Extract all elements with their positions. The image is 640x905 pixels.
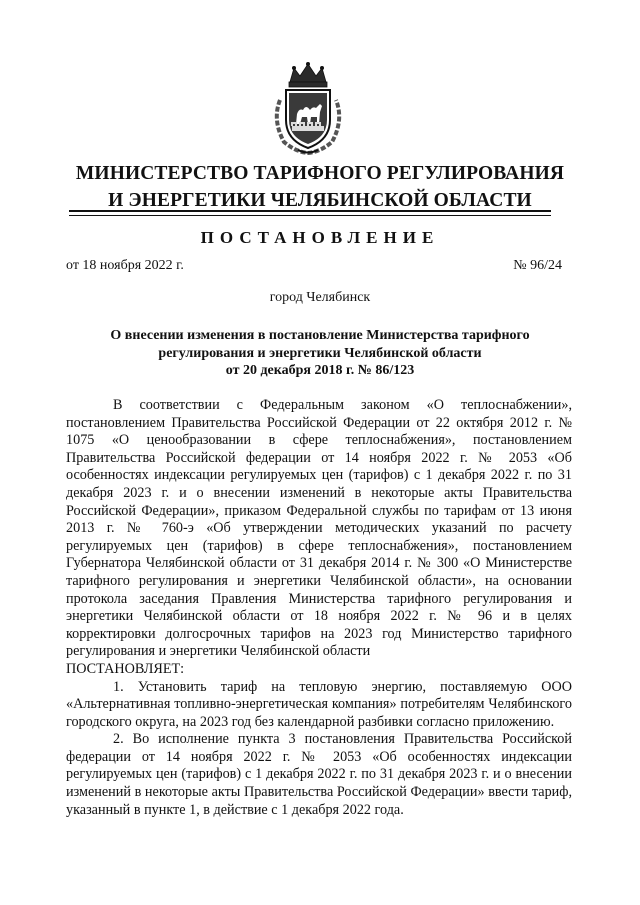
chelyabinsk-coat-of-arms-icon xyxy=(266,60,350,156)
ministry-name xyxy=(40,160,600,214)
document-number: № 96/24 xyxy=(513,258,562,273)
header-divider-thin xyxy=(69,215,551,216)
document-body xyxy=(66,397,572,819)
document-date: от 18 ноября 2022 г. xyxy=(66,258,184,273)
subject-line-1: О внесении изменения в постановление Министерства тарифного xyxy=(110,328,530,343)
header-divider-thick xyxy=(69,210,551,212)
subject-line-2: регулирования и энергетики Челябинской области xyxy=(158,345,482,361)
document-type: ПОСТАНОВЛЕНИЕ xyxy=(200,228,440,247)
document-subject xyxy=(80,327,560,380)
clause-2: 2. Во исполнение пункта 3 постановления Правительства Российской федерации от 14 ноября 2022 г. № 2053 «Об особенностях индексации регулируемых цен (тарифов) с 1 декабря 2022 г. по 31 декабря 2023 г. и о внесении изменений в некоторые акты Правительства Российской Федерации» ввести тариф, указанный в пункте 1, в действие с 1 декабря 2022 года. xyxy=(66,731,572,818)
clause-1: 1. Установить тариф на тепловую энергию, поставляемую ООО «Альтернативная топливно-энергетическая компания» потребителям Челябинского городского округа, на 2023 год без календарной разбивки согласно приложению. xyxy=(66,678,572,730)
preamble-paragraph: В соответствии с Федеральным законом «О теплоснабжении», постановлением Правительства Российской Федерации от 22 октября 2012 г. № 1075 «О ценообразовании в сфере теплоснабжения», постановлением Правительства Российской федерации от 14 ноября 2022 г. № 2053 «Об особенностях индексации регулируемых цен (тарифов) с 1 декабря 2022 г. по 31 декабря 2023 г. и о внесении изменений в некоторые акты Правительства Российской Федерации», приказом Федеральной службы по тарифам от 13 июня 2013 г. № 760-э «Об утверждении методических указаний по расчету регулируемых цен (тарифов) в сфере теплоснабжения», постановлением Губернатора Челябинской области от 31 декабря 2014 г. № 300 «О Министерстве тарифного регулирования и энергетики Челябинской области», на основании протокола заседания Правления Министерства тарифного регулирования и энергетики Челябинской области от 18 ноября 2022 г. № 96 и в целях корректировки долгосрочных тарифов на 2023 год Министерство тарифного регулирования и энергетики Челябинской области xyxy=(66,397,572,660)
ministry-line-1: МИНИСТЕРСТВО ТАРИФНОГО РЕГУЛИРОВАНИЯ xyxy=(75,163,565,184)
resolves-heading: ПОСТАНОВЛЯЕТ: xyxy=(66,660,185,677)
ministry-line-2: И ЭНЕРГЕТИКИ ЧЕЛЯБИНСКОЙ ОБЛАСТИ xyxy=(108,190,532,211)
subject-line-3: от 20 декабря 2018 г. № 86/123 xyxy=(225,363,415,378)
document-city: город Челябинск xyxy=(269,290,371,305)
